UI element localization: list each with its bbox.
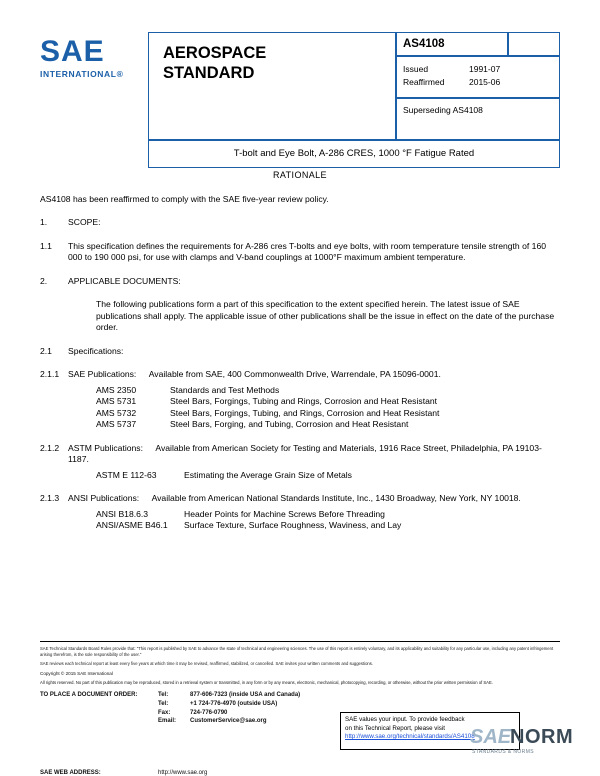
document-id: AMS 5731 [96,396,137,406]
sae-logo [40,36,140,92]
section-1-number: 1. [40,217,48,227]
section-2-1-1-title: SAE Publications: [68,369,137,379]
header-blank-box [508,32,560,56]
watermark-sae-text: SAE [470,726,512,748]
web-address-label: SAE WEB ADDRESS: [40,770,101,776]
list-item [96,396,560,408]
footer-rights: All rights reserved. No part of this publication may be reproduced, stored in a retrieval system or transmitted, in any form or by any means, electronic, mechanical, photocopying, recording, or otherwise, without the prior written permission of SAE. [40,679,493,685]
section-1-1-number: 1.1 [40,240,52,251]
document-title: Header Points for Machine Screws Before Threading [184,508,385,519]
section-1-1 [40,241,560,264]
document-title: Steel Bars, Forgings, Tubing and Rings, Corrosion and Heat Resistant [170,396,438,406]
order-label: TO PLACE A DOCUMENT ORDER: [40,692,138,699]
footer-disclaimer: SAE Technical Standards Board Rules provide that: "This report is published by SAE to advance the state of technical and engineering sciences. The use of this report is entirely voluntary, and its applicability and suitability for any particular use, including any patent infringement arising therefrom, is the sole responsibility of the user." [40,646,554,657]
issued-value: 1991-07 [469,64,501,74]
rationale-heading: RATIONALE [273,170,327,180]
web-address-value[interactable]: http://www.sae.org [158,770,208,776]
order-row-value: CustomerService@sae.org [190,718,267,725]
section-2-1-2 [40,443,560,466]
order-row [40,700,560,709]
list-item [96,408,560,420]
sae-logo-text: SAE [40,35,105,68]
order-row-value: 877-606-7323 (inside USA and Canada) [190,692,301,699]
section-2-1-3-text: Available from American National Standards Institute, Inc., 1430 Broadway, New York, NY 10018. [151,493,521,503]
reaffirmed-label: Reaffirmed [403,77,445,87]
section-1-heading [40,217,560,229]
list-item [96,509,560,521]
section-2-1-2-number: 2.1.2 [40,442,60,453]
web-address-row [40,769,208,776]
document-title: Standards and Test Methods [170,384,280,395]
reaffirmed-value: 2015-06 [469,77,501,87]
section-2-intro: The following publications form a part of this specification to the extent specified herein. The latest issue of SAE publications shall apply. The applicable issue of other publications shall be the issue in effect on the date of the purchase order. [96,299,555,332]
issued-row [403,63,559,76]
list-item [96,385,560,397]
order-row-value: +1 724-776-4970 (outside USA) [190,700,278,707]
ansi-document-list [40,509,560,532]
feedback-line-2: on this Technical Report, please visit [345,724,445,732]
feedback-line-1: SAE values your input. To provide feedback [345,716,465,723]
section-2-1-1-number: 2.1.1 [40,369,60,379]
section-2-1-2-text: Available from American Society for Testing and Materials, 1916 Race Street, Philadelphia, PA 19103-1187. [68,442,542,464]
issued-label: Issued [403,64,429,74]
document-number: AS4108 [396,32,508,56]
section-2-title: APPLICABLE DOCUMENTS: [68,275,181,286]
document-id: AMS 2350 [96,384,137,395]
document-title: Steel Bars, Forgings, Tubing, and Rings, Corrosion and Heat Resistant [170,407,440,418]
section-2-1-3-title: ANSI Publications: [68,493,140,503]
document-id: ASTM E 112-63 [96,469,157,480]
reaffirmed-row [403,76,559,89]
document-id: ANSI B18.6.3 [96,508,149,519]
order-row-value: 724-776-0790 [190,709,228,716]
order-row-tag: Email: [158,718,177,725]
section-2-1-number: 2.1 [40,345,52,356]
sae-document-list [40,385,560,431]
order-row-tag: Fax: [158,709,171,716]
section-1-1-text: This specification defines the requirements for A-286 cres T-bolts and eye bolts, with room temperature tensile strength of 160 000 to 190 000 psi, for use with clamps and V-band couplings at 1000°F maximum ambient temperature. [68,240,546,262]
watermark-norm-text: NORM [510,726,574,748]
document-title: Estimating the Average Grain Size of Metals [184,469,352,480]
superseding-box: Superseding AS4108 [396,98,560,140]
document-subject: T-bolt and Eye Bolt, A-286 CRES, 1000 °F Fatigue Rated [148,140,560,168]
sae-logo-subtext: INTERNATIONAL® [40,69,124,79]
list-item [96,470,560,482]
section-2-1-1 [40,369,560,381]
document-title: Steel Bars, Forging, and Tubing, Corrosion and Heat Resistant [170,419,409,429]
footer-disclaimer-2: SAE reviews each technical report at least every five years at which time it may be revised, reaffirmed, stabilized, or cancelled. SAE invites your written comments and suggestions. [40,661,373,667]
order-row-tag: Tel: [158,692,169,699]
list-item [96,419,560,431]
section-2-heading [40,276,560,288]
footer-copyright: Copyright © 2015 SAE International [40,670,113,676]
astm-document-list [40,470,560,482]
section-2-1-1-text: Available from SAE, 400 Commonwealth Drive, Warrendale, PA 15096-0001. [148,369,441,379]
document-dates-box [396,56,560,98]
watermark-tagline: STANDARDS & NORMS [472,749,534,755]
section-2-number: 2. [40,275,48,286]
order-row-tag: Tel: [158,700,169,707]
document-type-box [148,32,396,140]
rationale-paragraph: AS4108 has been reaffirmed to comply with the SAE five-year review policy. [40,193,329,204]
section-2-1-title: Specifications: [68,345,124,356]
list-item [96,520,560,532]
document-type-line1: AEROSPACE [163,44,267,62]
section-2-1-2-title: ASTM Publications: [68,442,143,453]
section-2-1 [40,346,560,358]
document-type-line2: STANDARD [163,64,255,82]
document-header [40,32,560,160]
section-2-1-3 [40,493,560,505]
order-row [40,691,560,700]
footer-divider [40,641,560,642]
feedback-link[interactable]: http://www.sae.org/technical/standards/AS4108 [345,733,475,741]
sae-norm-watermark [470,724,590,766]
document-body [40,170,560,544]
document-id: AMS 5732 [96,407,137,418]
section-1-title: SCOPE: [68,217,101,227]
document-id: ANSI/ASME B46.1 [96,520,168,530]
document-title: Surface Texture, Surface Roughness, Waviness, and Lay [184,520,402,530]
document-id: AMS 5737 [96,419,137,429]
section-2-1-3-number: 2.1.3 [40,493,60,503]
